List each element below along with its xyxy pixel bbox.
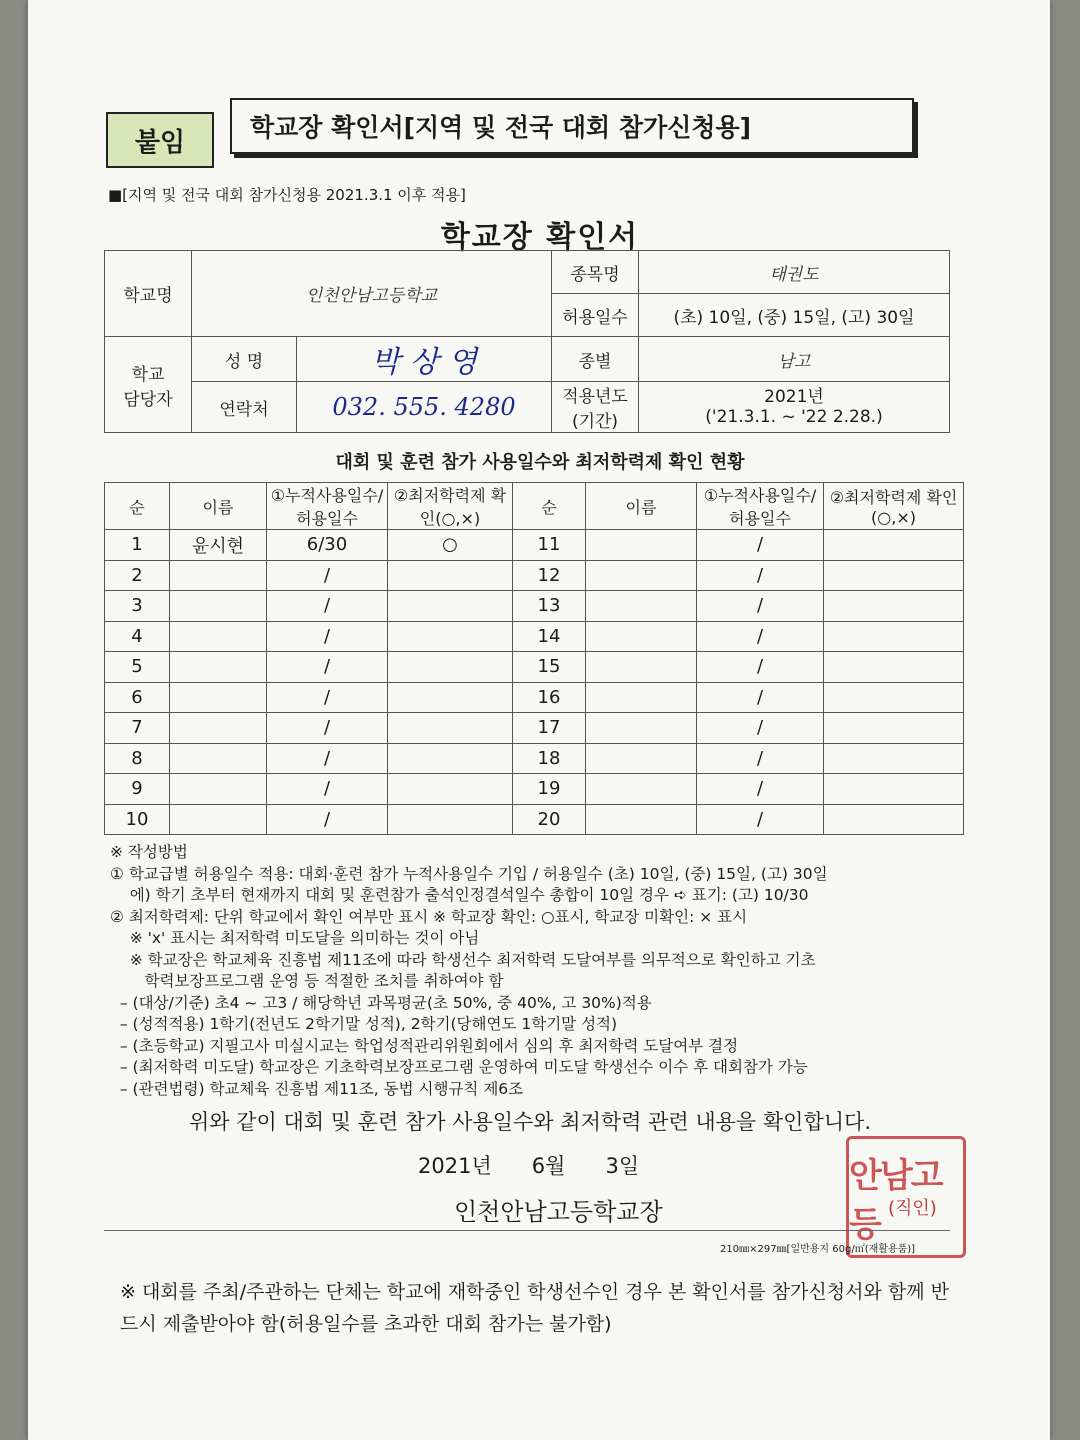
- row-name-right: [586, 591, 697, 622]
- instruction-line: ① 학교급별 허용일수 적용: 대회·훈련 참가 누적사용일수 기입 / 허용일수 (초) 10일, (중) 15일, (고) 30일: [110, 864, 828, 883]
- header-num-right: 순: [513, 483, 586, 530]
- row-days-right: /: [697, 682, 824, 713]
- row-num-right: 19: [513, 774, 586, 805]
- instruction-line: ※ 학교장은 학교체육 진흥법 제11조에 따라 학생선수 최저학력 도달여부를 의무적으로 확인하고 기초: [110, 950, 816, 969]
- instruction-line: 에) 학기 초부터 현재까지 대회 및 훈련참가 출석인정결석일수 총합이 10일 경우 ➪ 표기: (고) 10/30: [110, 886, 809, 904]
- header-num: 순: [105, 483, 170, 530]
- table-row: [105, 530, 964, 561]
- row-check: [388, 591, 513, 622]
- row-days-right: /: [697, 774, 824, 805]
- header-name-right: 이름: [586, 483, 697, 530]
- year-label: 적용년도 (기간): [552, 382, 639, 433]
- header-check: ②최저학력제 확인(○,×): [388, 483, 513, 530]
- header-title: 학교장 확인서[지역 및 전국 대회 참가신청용]: [230, 98, 914, 154]
- instruction-line: – (초등학교) 지필고사 미실시교는 학업성적관리위원회에서 심의 후 최저학력 도달여부 결정: [110, 1036, 739, 1055]
- event-label: 종목명: [552, 251, 639, 294]
- row-days: /: [267, 591, 388, 622]
- seal-label: (직인): [888, 1198, 937, 1219]
- row-days: /: [267, 560, 388, 591]
- row-name-right: [586, 804, 697, 835]
- row-check: ○: [388, 530, 513, 561]
- table-row: [105, 743, 964, 774]
- name-label: 성 명: [192, 337, 297, 382]
- row-name-right: [586, 682, 697, 713]
- official-seal-stamp: 안남고등: [846, 1136, 966, 1258]
- row-check-right: [824, 774, 964, 805]
- row-name: [170, 652, 267, 683]
- principal-name: 인천안남고등학교장: [454, 1198, 663, 1226]
- row-days-right: /: [697, 652, 824, 683]
- instruction-line: – (최저학력 미도달) 학교장은 기초학력보장프로그램 운영하여 미도달 학생선수 이수 후 대회참가 가능: [110, 1058, 808, 1076]
- row-name-right: [586, 743, 697, 774]
- row-days-right: /: [697, 591, 824, 622]
- row-name: [170, 560, 267, 591]
- row-num-right: 12: [513, 560, 586, 591]
- row-check: [388, 713, 513, 744]
- footer-note: ※ 대회를 주최/주관하는 단체는 학교에 재학중인 학생선수인 경우 본 확인서를 참가신청서와 함께 반드시 제출받아야 함(허용일수를 초과한 대회 참가는 불가함): [120, 1281, 949, 1335]
- table-row: [105, 591, 964, 622]
- row-days-right: /: [697, 743, 824, 774]
- row-check: [388, 560, 513, 591]
- row-num: 4: [105, 621, 170, 652]
- name-value: 박 상 영: [297, 337, 552, 382]
- row-check-right: [824, 743, 964, 774]
- row-check-right: [824, 652, 964, 683]
- row-num-right: 18: [513, 743, 586, 774]
- table-row: [105, 774, 964, 805]
- instruction-line: ※ 작성방법: [110, 843, 188, 861]
- row-name-right: [586, 774, 697, 805]
- row-num: 9: [105, 774, 170, 805]
- row-days: /: [267, 652, 388, 683]
- row-days: 6/30: [267, 530, 388, 561]
- divider: [104, 1230, 950, 1231]
- participation-table: [104, 482, 964, 835]
- row-num: 6: [105, 682, 170, 713]
- row-num-right: 20: [513, 804, 586, 835]
- row-num: 1: [105, 530, 170, 561]
- page-title: 학교장 확인서: [440, 220, 640, 255]
- header-days-right: ①누적사용일수/허용일수: [697, 483, 824, 530]
- row-days-right: /: [697, 713, 824, 744]
- row-num-right: 14: [513, 621, 586, 652]
- row-days-right: /: [697, 560, 824, 591]
- type-value: 남고: [639, 337, 950, 382]
- instruction-line: ※ 'x' 표시는 최저학력 미도달을 의미하는 것이 아님: [110, 929, 480, 947]
- row-check-right: [824, 560, 964, 591]
- paper-spec: 210㎜×297㎜[일반용지 60g/㎡(재활용품)]: [720, 1244, 916, 1255]
- info-table: [104, 250, 950, 433]
- row-check-right: [824, 530, 964, 561]
- row-days: /: [267, 682, 388, 713]
- table-row: [105, 621, 964, 652]
- confirm-statement: 위와 같이 대회 및 훈련 참가 사용일수와 최저학력 관련 내용을 확인합니다.: [188, 1110, 871, 1134]
- row-check: [388, 804, 513, 835]
- row-days-right: /: [697, 804, 824, 835]
- manager-label: 학교 담당자: [105, 337, 192, 433]
- year-cell: [639, 382, 950, 433]
- table-row: [105, 652, 964, 683]
- row-num-right: 11: [513, 530, 586, 561]
- row-check: [388, 774, 513, 805]
- row-check: [388, 682, 513, 713]
- header-check-right: ②최저학력제 확인(○,×): [824, 483, 964, 530]
- type-label: 종별: [552, 337, 639, 382]
- row-num-right: 13: [513, 591, 586, 622]
- date-year: 2021년: [418, 1154, 492, 1178]
- row-name-right: [586, 713, 697, 744]
- row-check: [388, 621, 513, 652]
- row-name-right: [586, 652, 697, 683]
- row-check: [388, 652, 513, 683]
- row-name-right: [586, 530, 697, 561]
- date-month: 6월: [531, 1154, 566, 1178]
- school-label: 학교명: [105, 251, 192, 337]
- header-name: 이름: [170, 483, 267, 530]
- row-days: /: [267, 743, 388, 774]
- instruction-line: – (관련법령) 학교체육 진흥법 제11조, 동법 시행규칙 제6조: [110, 1079, 524, 1098]
- school-value: 인천안남고등학교: [192, 251, 552, 337]
- table-row: [105, 804, 964, 835]
- issue-date: [418, 1150, 639, 1180]
- row-num-right: 15: [513, 652, 586, 683]
- header-days: ①누적사용일수/허용일수: [267, 483, 388, 530]
- row-name: [170, 591, 267, 622]
- allowed-value: (초) 10일, (중) 15일, (고) 30일: [639, 294, 950, 337]
- year-value: 2021년: [764, 387, 824, 407]
- period-value: ('21.3.1. ~ '22 2.28.): [705, 407, 883, 427]
- row-days: /: [267, 621, 388, 652]
- row-num: 5: [105, 652, 170, 683]
- row-name: 윤시현: [170, 530, 267, 561]
- row-check-right: [824, 621, 964, 652]
- instruction-line: – (성적적용) 1학기(전년도 2학기말 성적), 2학기(당해연도 1학기말 성적): [110, 1015, 618, 1033]
- row-name-right: [586, 560, 697, 591]
- row-name: [170, 682, 267, 713]
- table-row: [105, 682, 964, 713]
- row-days-right: /: [697, 530, 824, 561]
- row-num: 3: [105, 591, 170, 622]
- contact-label: 연락처: [192, 382, 297, 433]
- row-num: 10: [105, 804, 170, 835]
- row-name: [170, 621, 267, 652]
- row-num: 2: [105, 560, 170, 591]
- row-days: /: [267, 804, 388, 835]
- table-body: [105, 530, 964, 835]
- date-day: 3일: [605, 1154, 640, 1178]
- section-title: 대회 및 훈련 참가 사용일수와 최저학력제 확인 현황: [335, 452, 745, 473]
- allowed-label: 허용일수: [552, 294, 639, 337]
- row-name: [170, 743, 267, 774]
- instruction-line: – (대상/기준) 초4 ~ 고3 / 해당학년 과목평균(초 50%, 중 40%, 고 30%)적용: [110, 993, 652, 1012]
- row-check-right: [824, 713, 964, 744]
- row-check-right: [824, 804, 964, 835]
- table-row: [105, 560, 964, 591]
- attachment-tag: 붙임: [106, 112, 214, 168]
- row-check-right: [824, 591, 964, 622]
- table-row: [105, 713, 964, 744]
- row-name-right: [586, 621, 697, 652]
- instruction-line: ② 최저학력제: 단위 학교에서 확인 여부만 표시 ※ 학교장 확인: ○표시, 학교장 미확인: × 표시: [110, 907, 748, 926]
- instructions: [110, 842, 970, 1100]
- instruction-line: 학력보장프로그램 운영 등 적절한 조치를 취하여야 함: [110, 972, 504, 990]
- row-name: [170, 804, 267, 835]
- subnote: ■[지역 및 전국 대회 참가신청용 2021.3.1 이후 적용]: [108, 186, 466, 204]
- row-name: [170, 774, 267, 805]
- row-check-right: [824, 682, 964, 713]
- event-value: 태권도: [639, 251, 950, 294]
- row-num: 8: [105, 743, 170, 774]
- row-days: /: [267, 774, 388, 805]
- contact-value: 032. 555. 4280: [297, 382, 552, 433]
- row-days-right: /: [697, 621, 824, 652]
- row-num-right: 17: [513, 713, 586, 744]
- row-check: [388, 743, 513, 774]
- row-name: [170, 713, 267, 744]
- row-days: /: [267, 713, 388, 744]
- row-num: 7: [105, 713, 170, 744]
- row-num-right: 16: [513, 682, 586, 713]
